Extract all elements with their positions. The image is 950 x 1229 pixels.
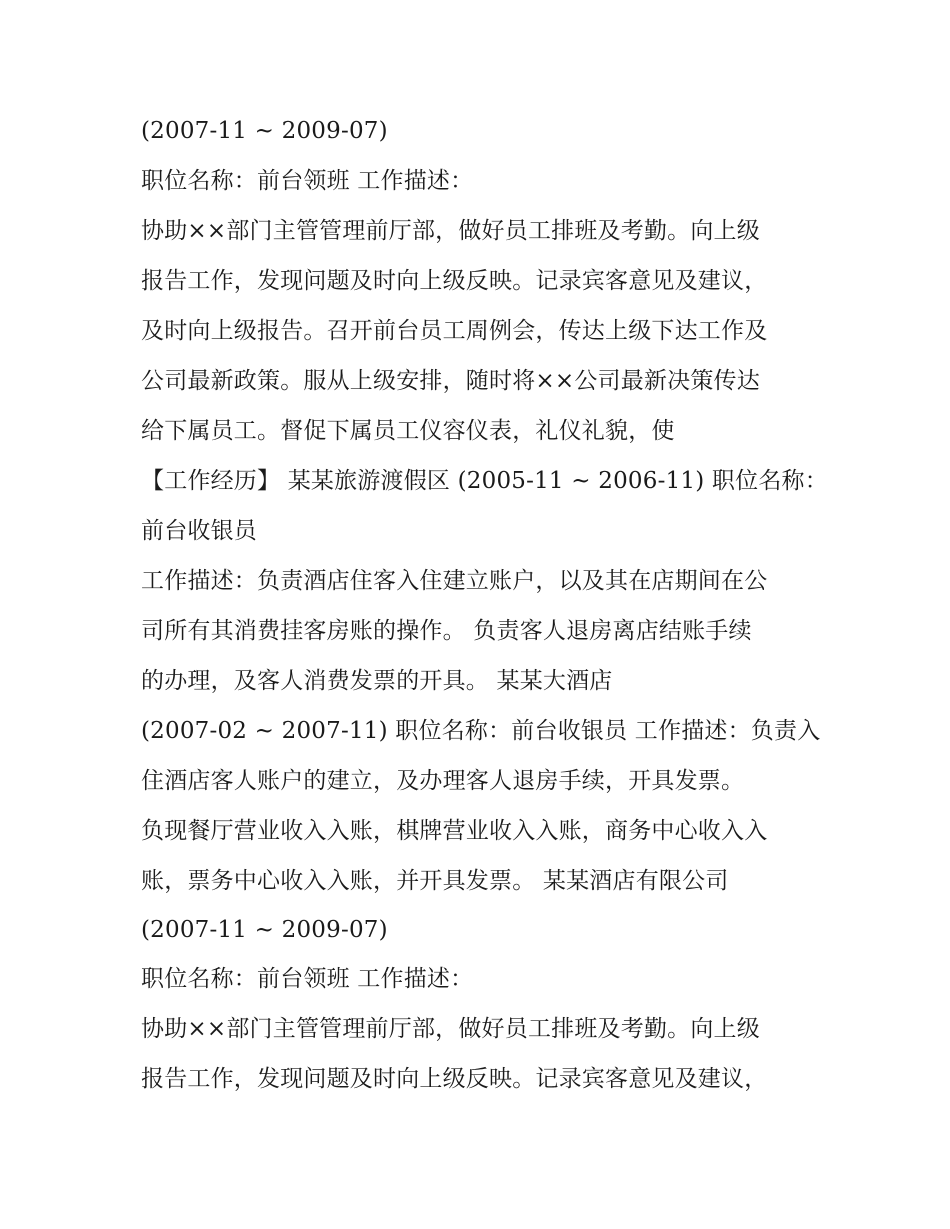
resume-text-block	[141, 106, 831, 1104]
text-line-position-title: 职位名称：前台领班 工作描述：	[141, 168, 474, 194]
text-line-description: 协助××部门主管管理前厅部，做好员工排班及考勤。向上级	[141, 1016, 760, 1042]
text-line-description: 司所有其消费挂客房账的操作。 负责客人退房离店结账手续	[141, 618, 752, 644]
text-line-description: 账，票务中心收入入账，并开具发票。 某某酒店有限公司	[141, 868, 729, 894]
text-line-description: 报告工作，发现问题及时向上级反映。记录宾客意见及建议，	[141, 268, 768, 294]
text-line-date-range: (2007-11 ~ 2009-07)	[141, 118, 388, 144]
text-line-description: 的办理，及客人消费发票的开具。 某某大酒店	[141, 668, 613, 694]
text-line-description: 协助××部门主管管理前厅部，做好员工排班及考勤。向上级	[141, 218, 760, 244]
text-line-position-title: 前台收银员	[141, 518, 257, 544]
text-line-description: 公司最新政策。服从上级安排，随时将××公司最新决策传达	[141, 368, 760, 394]
text-line-work-experience-heading: 【工作经历】 某某旅游渡假区 (2005-11 ~ 2006-11) 职位名称：	[141, 468, 828, 494]
text-line-date-range: (2007-11 ~ 2009-07)	[141, 917, 388, 943]
text-line-date-range: (2007-02 ~ 2007-11) 职位名称：前台收银员 工作描述：负责入	[141, 718, 821, 744]
text-line-description: 负现餐厅营业收入入账，棋牌营业收入入账，商务中心收入入	[141, 818, 768, 844]
text-line-description: 报告工作，发现问题及时向上级反映。记录宾客意见及建议，	[141, 1066, 768, 1092]
text-line-description: 给下属员工。督促下属员工仪容仪表，礼仪礼貌，使	[141, 418, 675, 444]
text-line-description: 住酒店客人账户的建立，及办理客人退房手续，开具发票。	[141, 768, 745, 794]
text-line-position-title: 职位名称：前台领班 工作描述：	[141, 966, 474, 992]
text-line-description: 及时向上级报告。召开前台员工周例会，传达上级下达工作及	[141, 318, 768, 344]
text-line-description: 工作描述：负责酒店住客入住建立账户，以及其在店期间在公	[141, 568, 768, 594]
